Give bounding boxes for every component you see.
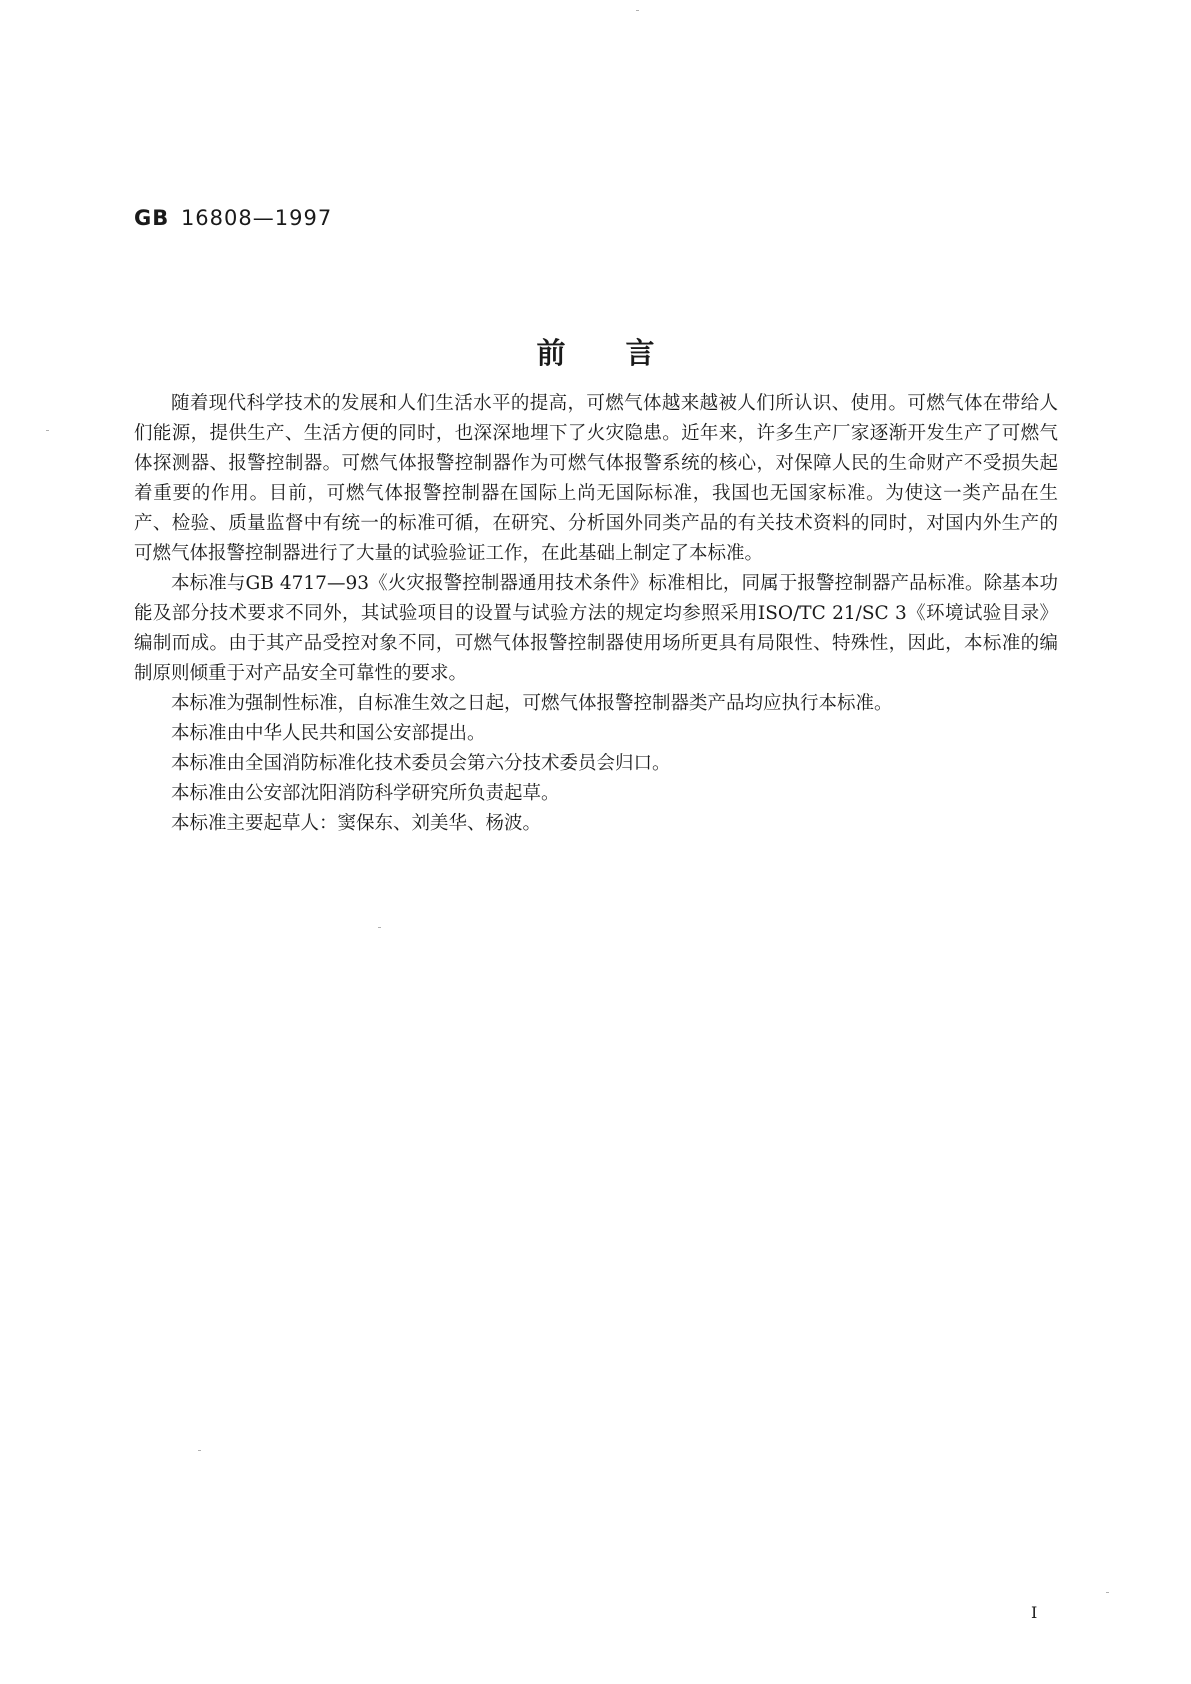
scan-speck (46, 430, 49, 431)
scan-speck (378, 927, 381, 928)
paragraph-proposer: 本标准由中华人民共和国公安部提出。 (171, 723, 486, 744)
foreword-body (134, 389, 1058, 839)
scan-speck (1106, 1592, 1109, 1593)
paragraph-drafters: 本标准主要起草人：窦保东、刘美华、杨波。 (171, 813, 542, 834)
paragraph-drafting-unit: 本标准由公安部沈阳消防科学研究所负责起草。 (171, 783, 560, 804)
standard-code (134, 206, 332, 230)
paragraph-comparison: 本标准与GB 4717—93《火灾报警控制器通用技术条件》标准相比，同属于报警控制器产品标准。除基本功能及部分技术要求不同外，其试验项目的设置与试验方法的规定均参照采用ISO/TC 21/SC 3《环境试验目录》编制而成。由于其产品受控对象不同，可燃气体报警控制器使用场所更具有局限性、特殊性，因此，本标准的编制原则倾重于对产品安全可靠性的要求。 (134, 573, 1058, 684)
paragraph-background: 随着现代科学技术的发展和人们生活水平的提高，可燃气体越来越被人们所认识、使用。可燃气体在带给人们能源，提供生产、生活方便的同时，也深深地埋下了火灾隐患。近年来，许多生产厂家逐渐开发生产了可燃气体探测器、报警控制器。可燃气体报警控制器作为可燃气体报警系统的核心，对保障人民的生命财产不受损失起着重要的作用。目前，可燃气体报警控制器在国际上尚无国际标准，我国也无国家标准。为使这一类产品在生产、检验、质量监督中有统一的标准可循，在研究、分析国外同类产品的有关技术资料的同时，对国内外生产的可燃气体报警控制器进行了大量的试验验证工作，在此基础上制定了本标准。 (134, 393, 1058, 564)
standard-number: 16808—1997 (180, 206, 333, 230)
scan-speck (636, 10, 639, 11)
standard-prefix: GB (134, 206, 170, 230)
page-number: I (1031, 1603, 1038, 1622)
scan-speck (198, 1450, 201, 1451)
page-title: 前言 (536, 336, 715, 370)
paragraph-mandatory: 本标准为强制性标准，自标准生效之日起，可燃气体报警控制器类产品均应执行本标准。 (171, 693, 893, 714)
paragraph-committee: 本标准由全国消防标准化技术委员会第六分技术委员会归口。 (171, 753, 671, 774)
